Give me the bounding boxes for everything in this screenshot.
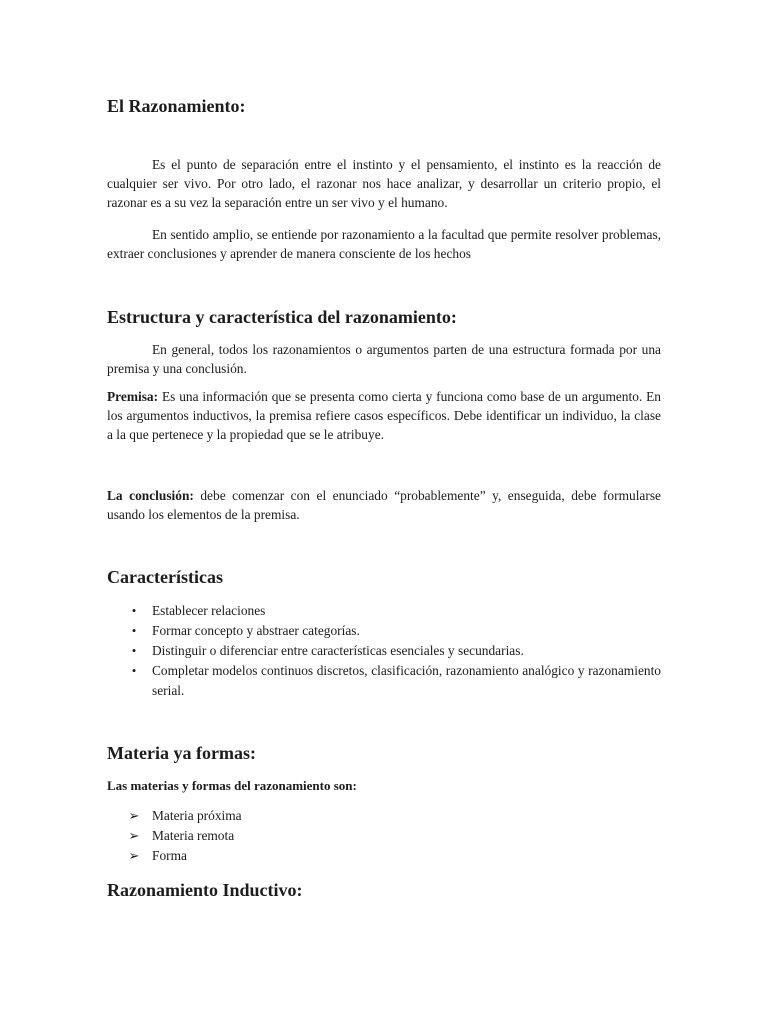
list-item — [107, 641, 661, 661]
list-item-text: Completar modelos continuos discretos, clasificación, razonamiento analógico y razonamiento serial. — [152, 663, 661, 698]
heading-caracteristicas: Características — [107, 567, 223, 587]
arrow-bullet-icon: ➢ — [128, 848, 140, 863]
paragraph-conclusion — [107, 486, 661, 524]
arrow-bullet-icon: ➢ — [128, 808, 140, 823]
list-item-text: Materia próxima — [152, 808, 242, 823]
bullet-icon: • — [131, 643, 137, 658]
heading-materia-formas: Materia ya formas: — [107, 743, 256, 763]
conclusion-label: La conclusión: — [107, 488, 194, 503]
paragraph-premisa — [107, 387, 661, 444]
list-item — [107, 601, 661, 621]
list-item-text: Distinguir o diferenciar entre características esenciales y secundarias. — [152, 643, 524, 658]
list-item — [107, 661, 661, 701]
list-item — [107, 806, 661, 826]
bullet-icon: • — [131, 603, 137, 618]
list-item — [107, 621, 661, 641]
subheading-materias: Las materias y formas del razonamiento son: — [107, 778, 357, 793]
list-item-text: Establecer relaciones — [152, 603, 266, 618]
list-item — [107, 826, 661, 846]
bullet-icon: • — [131, 623, 137, 638]
list-item — [107, 846, 661, 866]
heading-razonamiento-inductivo: Razonamiento Inductivo: — [107, 880, 303, 900]
heading-el-razonamiento: El Razonamiento: — [107, 96, 246, 116]
premisa-label: Premisa: — [107, 389, 159, 404]
paragraph-broad-sense: En sentido amplio, se entiende por razonamiento a la facultad que permite resolver problemas, extraer conclusiones y aprender de manera consciente de los hechos — [107, 227, 661, 261]
paragraph-structure: En general, todos los razonamientos o argumentos parten de una estructura formada por una premisa y una conclusión. — [107, 342, 661, 376]
bullet-icon: • — [131, 663, 137, 678]
materias-list — [107, 806, 661, 866]
conclusion-text: debe comenzar con el enunciado “probablemente” y, enseguida, debe formularse usando los elementos de la premisa. — [107, 488, 661, 522]
list-item-text: Forma — [152, 848, 187, 863]
paragraph-definition: Es el punto de separación entre el instinto y el pensamiento, el instinto es la reacción de cualquier ser vivo. Por otro lado, el razonar nos hace analizar, y desarrollar un criterio propio, el razonar es a su vez la separación entre un ser vivo y el humano. — [107, 157, 661, 210]
heading-estructura: Estructura y característica del razonamiento: — [107, 307, 457, 327]
arrow-bullet-icon: ➢ — [128, 828, 140, 843]
list-item-text: Materia remota — [152, 828, 235, 843]
premisa-text: Es una información que se presenta como cierta y funciona como base de un argumento. En los argumentos inductivos, la premisa refiere casos específicos. Debe identificar un individuo, la clase a la que pertenece y la propiedad que se le atribuye. — [107, 389, 661, 442]
list-item-text: Formar concepto y abstraer categorías. — [152, 623, 360, 638]
caracteristicas-list — [107, 601, 661, 701]
